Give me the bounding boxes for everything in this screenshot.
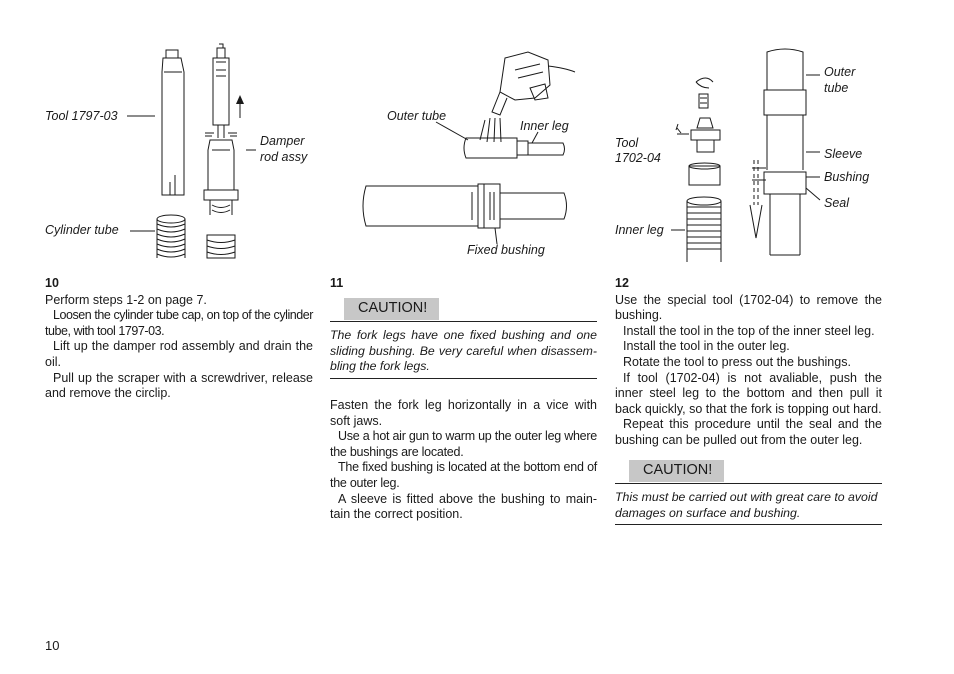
label-sleeve: Sleeve bbox=[824, 147, 863, 161]
section-10-paragraph: Pull up the scraper with a screwdriver, release and remove the circlip. bbox=[45, 370, 313, 401]
label-cylinder-tube: Cylinder tube bbox=[45, 223, 119, 237]
section-10-paragraph: Loosen the cylinder tube cap, on top of the cylinder tube, with tool 1797-03. bbox=[45, 308, 313, 338]
caution-badge: CAUTION! bbox=[344, 298, 439, 321]
section-10-paragraph: Lift up the damper rod assembly and drain the oil. bbox=[45, 339, 313, 369]
section-12-paragraph: Install the tool in the outer leg. bbox=[623, 339, 790, 354]
label-bushing: Bushing bbox=[824, 170, 870, 184]
label-damper-rod-line2: rod assy bbox=[260, 150, 308, 164]
step-number-11: 11 bbox=[330, 276, 344, 290]
section-11-paragraph: A sleeve is fitted above the bushing to main-tain the correct position. bbox=[330, 491, 597, 522]
section-12-paragraph: If tool (1702-04) is not avaliable, push the inner steel leg to the bottom and then pull it back quickly, so that the fork is topping out hard. bbox=[615, 370, 882, 416]
label-outer-tube: Outer tube bbox=[387, 109, 447, 123]
label-inner-leg: Inner leg bbox=[520, 119, 569, 133]
section-11 bbox=[330, 276, 597, 523]
label-fixed-bushing: Fixed bushing bbox=[467, 243, 545, 257]
section-12 bbox=[615, 276, 882, 525]
label-outer-tube-line2: tube bbox=[824, 81, 849, 95]
section-12-paragraph: Use the special tool (1702-04) to remove the bushing. bbox=[615, 292, 882, 323]
page-number: 10 bbox=[45, 638, 60, 653]
section-11-paragraph: Use a hot air gun to warm up the outer leg where the bushings are located. bbox=[330, 429, 597, 459]
label-tool-line2: 1702-04 bbox=[615, 151, 661, 165]
section-12-paragraph: Repeat this procedure until the seal and the bushing can be pulled out from the outer leg. bbox=[615, 417, 882, 447]
section-10-paragraph: Perform steps 1-2 on page 7. bbox=[45, 292, 207, 307]
section-10 bbox=[45, 276, 313, 402]
caution-badge: CAUTION! bbox=[629, 460, 724, 483]
step-number-12: 12 bbox=[615, 276, 629, 290]
label-tool-1797-03: Tool 1797-03 bbox=[45, 109, 118, 123]
caution-text: The fork legs have one fixed bushing and one sliding bushing. Be very careful when disassem-bling the fork legs. bbox=[330, 328, 597, 374]
section-12-paragraph: Rotate the tool to press out the bushings. bbox=[623, 354, 851, 369]
section-11-paragraph: Fasten the fork leg horizontally in a vice with soft jaws. bbox=[330, 397, 597, 428]
label-tool-line1: Tool bbox=[615, 136, 639, 150]
step-number-10: 10 bbox=[45, 276, 59, 290]
section-12-paragraph: Install the tool in the top of the inner steel leg. bbox=[623, 323, 875, 338]
label-outer-tube-line1: Outer bbox=[824, 65, 856, 79]
figure-1-illustration bbox=[0, 0, 954, 270]
caution-text: This must be carried out with great care to avoid damages on surface and bushing. bbox=[615, 490, 878, 520]
caution-bottom-rule bbox=[615, 524, 882, 525]
label-damper-rod-line1: Damper bbox=[260, 134, 305, 148]
section-11-paragraph: The fixed bushing is located at the bottom end of the outer leg. bbox=[330, 460, 597, 490]
label-seal: Seal bbox=[824, 196, 850, 210]
label-inner-leg-fig3: Inner leg bbox=[615, 223, 664, 237]
